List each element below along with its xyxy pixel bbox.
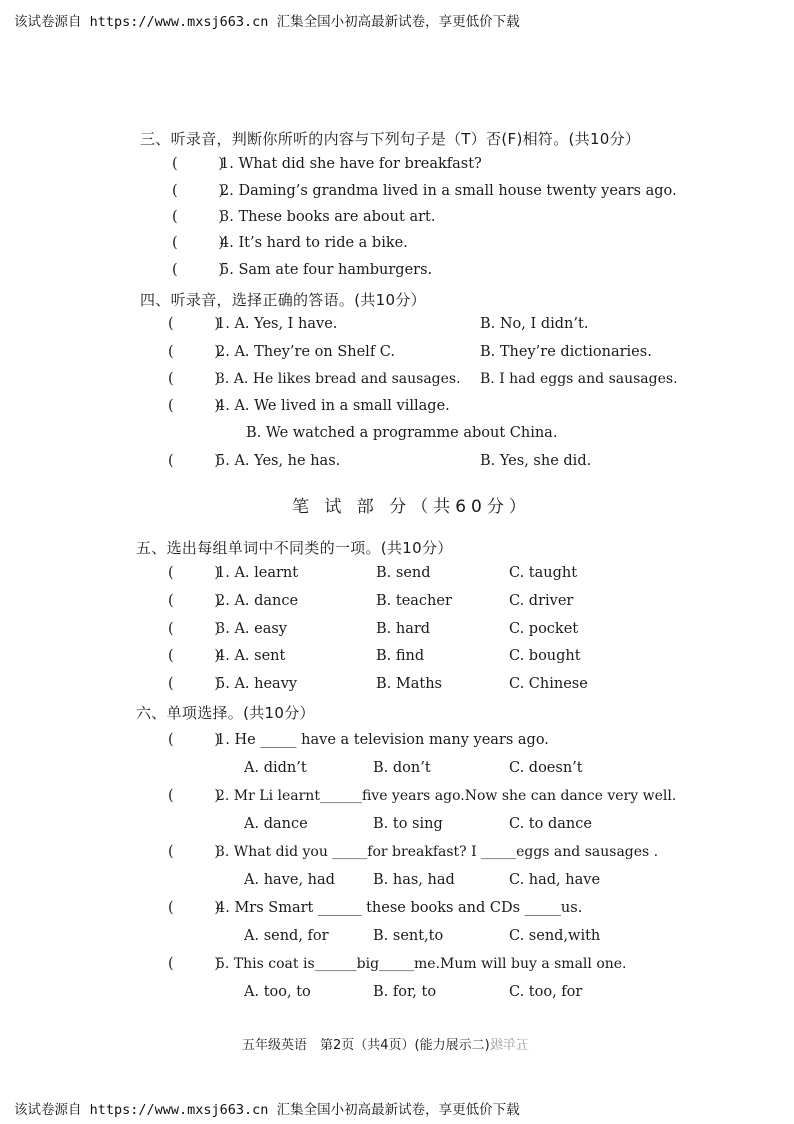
list-item: 2. A. dance B. teacher C. driver	[216, 593, 574, 609]
section-6-title: 六、单项选择。(共10分）	[136, 704, 315, 722]
list-item: 5. Sam ate four hamburgers.	[220, 262, 433, 278]
list-item: 4. A. We lived in a small village.	[216, 398, 450, 414]
list-item: B. We watched a programme about China.	[246, 425, 558, 441]
list-item: A. too, to B. for, to C. too, for	[244, 984, 583, 1000]
list-item: 4. Mrs Smart ______ these books and CDs _____us.	[216, 900, 583, 916]
list-item: 3. These books are about art.	[220, 209, 436, 225]
list-item: A. send, for B. sent,to C. send,with	[244, 928, 601, 944]
list-item: 3. What did you _____for breakfast? I _____eggs and sausages .	[216, 844, 659, 860]
watermark-bottom: 该试卷源自 https://www.mxsj663.cn 汇集全国小初高最新试卷，享更低价下载	[14, 1102, 520, 1118]
section-5-title: 五、选出每组单词中不同类的一项。(共10分）	[136, 539, 453, 557]
list-item: 4. It’s hard to ride a bike.	[220, 235, 408, 251]
list-item: 3. A. He likes bread and sausages. B. I had eggs and sausages.	[216, 371, 678, 387]
mirrored-stamp: 五年级	[489, 1038, 529, 1053]
list-item: A. dance B. to sing C. to dance	[244, 816, 592, 832]
list-item: A. didn’t B. don’t C. doesn’t	[244, 760, 583, 776]
list-item: 1. A. Yes, I have. B. No, I didn’t.	[216, 316, 589, 332]
watermark-top: 该试卷源自 https://www.mxsj663.cn 汇集全国小初高最新试卷，享更低价下载	[14, 14, 520, 30]
list-item: A. have, had B. has, had C. had, have	[244, 872, 601, 888]
list-item: 5. This coat is______big_____me.Mum will buy a small one.	[216, 956, 627, 972]
section-4-title: 四、听录音，选择正确的答语。(共10分）	[140, 291, 426, 309]
list-item: 4. A. sent B. find C. bought	[216, 648, 581, 664]
list-item: 3. A. easy B. hard C. pocket	[216, 621, 579, 637]
list-item: 5. A. Yes, he has. B. Yes, she did.	[216, 453, 592, 469]
list-item: 1. He _____ have a television many years ago.	[216, 732, 549, 748]
list-item: 1. A. learnt B. send C. taught	[216, 565, 578, 581]
section-3-title: 三、听录音，判断你所听的内容与下列句子是（T）否(F)相符。(共10分）	[140, 130, 641, 148]
list-item: 2. Daming’s grandma lived in a small house twenty years ago.	[220, 183, 677, 199]
list-item: 5. A. heavy B. Maths C. Chinese	[216, 676, 588, 692]
page-footer	[242, 1034, 529, 1053]
footer-text: 五年级英语 第2页（共4页）(能力展示二)	[242, 1038, 490, 1053]
list-item: 2. A. They’re on Shelf C. B. They’re dictionaries.	[216, 344, 652, 360]
list-item: 2. Mr Li learnt______five years ago.Now she can dance very well.	[216, 788, 677, 804]
list-item: 1. What did she have for breakfast?	[220, 156, 482, 172]
written-part-title: 笔 试 部 分（共60分）	[292, 497, 531, 517]
